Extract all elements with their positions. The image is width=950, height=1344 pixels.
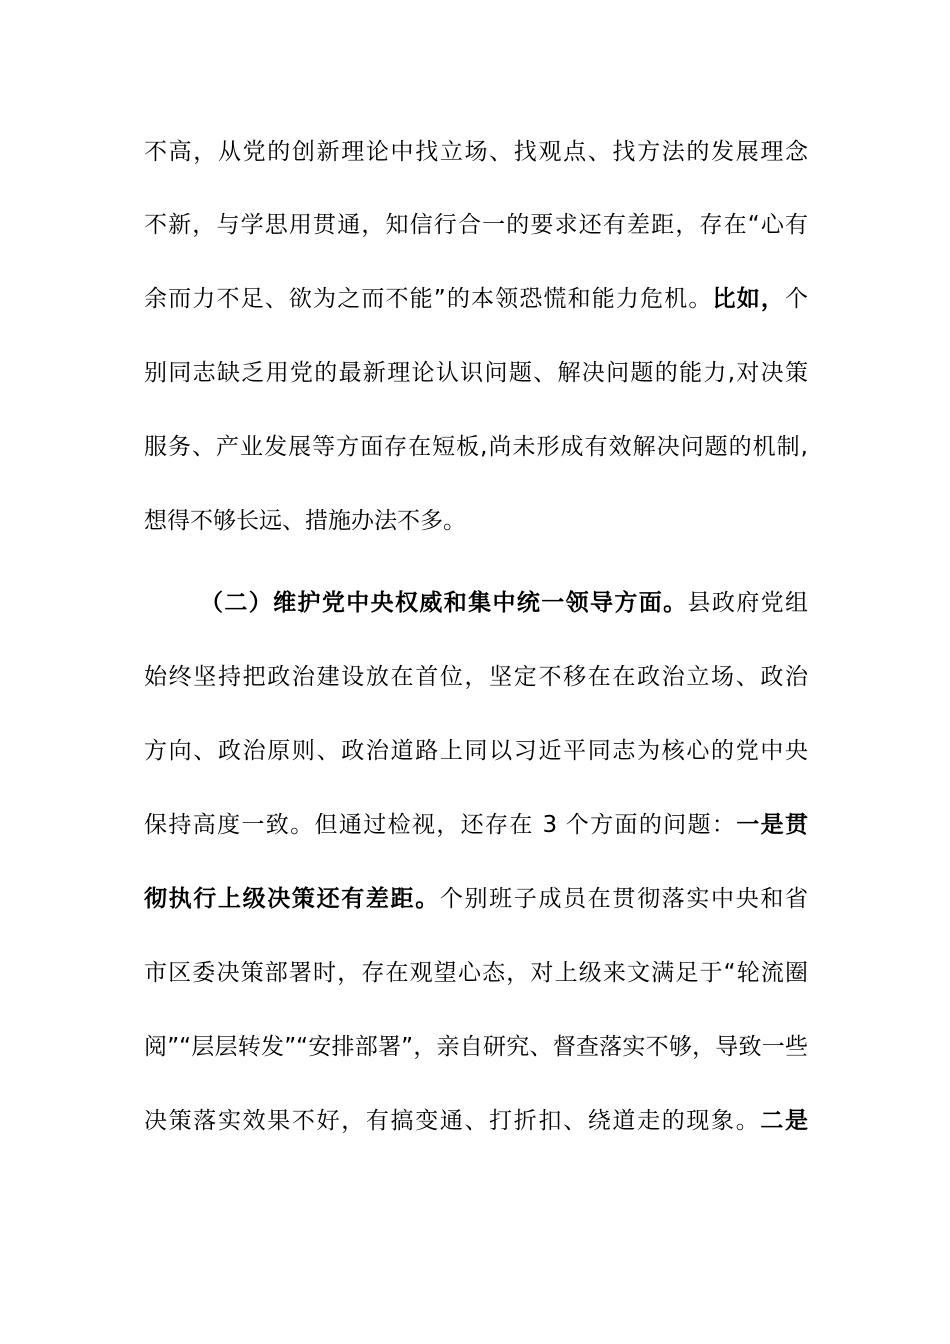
text-line (144, 958, 808, 988)
text-line (144, 506, 808, 536)
text-line (144, 1106, 808, 1136)
line-text: 县政府党组 (687, 590, 808, 616)
line-text: 想得不够长远、措施办法不多。 (144, 508, 466, 534)
text-line (144, 210, 808, 240)
line-text: 阅”“层层转发”“安排部署”，亲自研究、督查落实不够，导致一些 (144, 1034, 808, 1060)
bold-phrase: 二是 (760, 1108, 809, 1134)
text-line (144, 358, 808, 388)
text-line (144, 137, 808, 167)
line-text: 不高，从党的创新理论中找立场、找观点、找方法的发展理念 (144, 139, 808, 165)
line-text: 服务、产业发展等方面存在短板,尚未形成有效解决问题的机制, (144, 434, 808, 460)
line-text: 保持高度一致。但通过检视，还存在 3 个方面的问题： (144, 812, 737, 838)
text-line (144, 884, 808, 914)
line-text: 别同志缺乏用党的最新理论认识问题、解决问题的能力,对决策 (144, 360, 808, 386)
line-text: 始终坚持把政治建设放在首位，坚定不移在在政治立场、政治 (144, 664, 808, 690)
text-line (144, 662, 808, 692)
line-text: 决策落实效果不好，有搞变通、打折扣、绕道走的现象。 (144, 1108, 761, 1134)
text-line (144, 284, 808, 314)
section-heading: （二）维护党中央权威和集中统一领导方面。 (200, 590, 688, 616)
line-text: 个别班子成员在贯彻落实中央和省 (439, 886, 809, 912)
line-text: 余而力不足、欲为之而不能”的本领恐慌和能力危机。 (144, 286, 713, 312)
bold-phrase: 彻执行上级决策还有差距。 (144, 886, 440, 912)
text-line (144, 810, 808, 840)
bold-phrase: 一是贯 (736, 812, 809, 838)
line-text: 市区委决策部署时，存在观望心态，对上级来文满足于“轮流圈 (144, 960, 808, 986)
text-line (144, 1032, 808, 1062)
line-text: 个 (785, 286, 809, 312)
text-line (144, 736, 808, 766)
line-text: 方向、政治原则、政治道路上同以习近平同志为核心的党中央 (144, 738, 808, 764)
line-text: 不新，与学思用贯通，知信行合一的要求还有差距，存在“心有 (144, 212, 808, 238)
section-heading-line (200, 588, 808, 618)
bold-phrase: 比如， (712, 286, 786, 312)
text-line (144, 432, 808, 462)
